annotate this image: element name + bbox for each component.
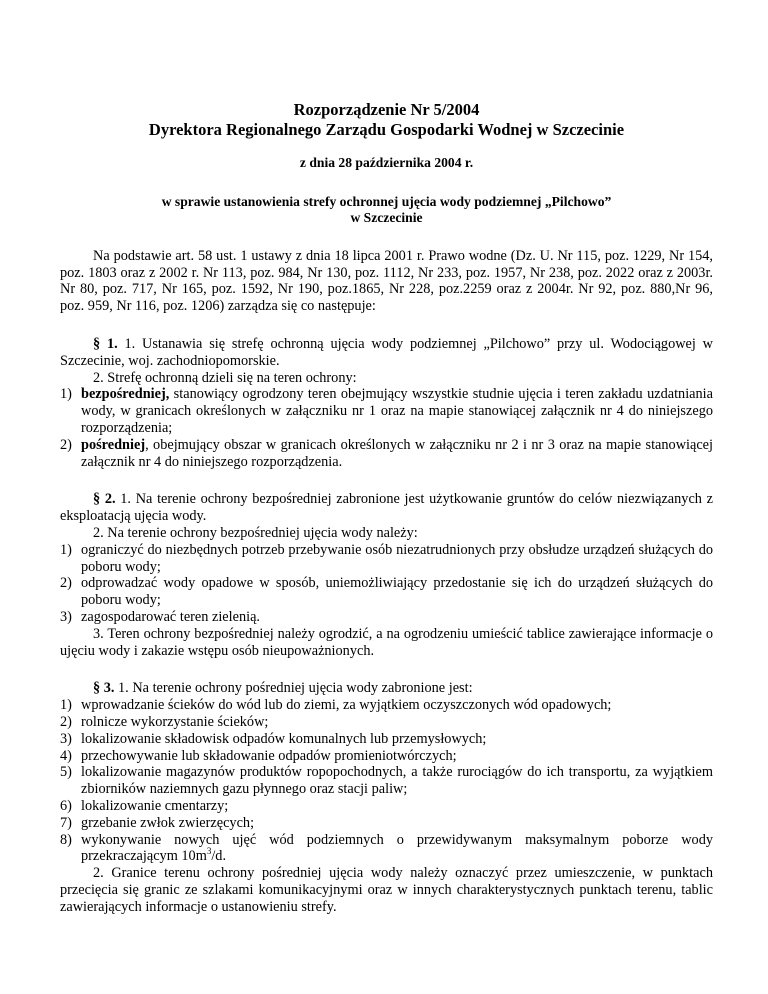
list-number: 1) [60, 386, 72, 403]
subject-line-2: w Szczecinie [350, 210, 423, 226]
list-number: 8) [60, 831, 72, 848]
section-3-para-2: 2. Granice terenu ochrony pośredniej ujęcia wody należy oznaczyć przez umieszczenie, w punktach przecięcia się granic ze szlakami komunikacyjnymi oraz w innych charakterystycznych punktach terenu, tablic zawierających informacje o ustanowieniu strefy. [60, 865, 713, 915]
list-item-text: ograniczyć do niezbędnych potrzeb przebywanie osób niezatrudnionych przy obsłudze urządzeń służących do poboru wody; [81, 541, 713, 575]
document-subject [60, 194, 713, 227]
list-number: 3) [60, 608, 72, 625]
list-number: 2) [60, 436, 72, 453]
list-item [60, 764, 713, 798]
section-3 [60, 680, 713, 915]
list-item-text: , obejmujący obszar w granicach określonych w załączniku nr 2 i nr 3 oraz na mapie stanowiącej załącznik nr 4 do niniejszego rozporządzenia. [81, 436, 713, 470]
list-item [60, 815, 713, 832]
list-item-text: rolnicze wykorzystanie ścieków; [81, 713, 269, 730]
section-1 [60, 336, 713, 470]
list-item-text: wprowadzanie ścieków do wód lub do ziemi, za wyjątkiem oczyszczonych wód opadowych; [81, 697, 612, 714]
section-3-mark: § 3. [93, 680, 115, 697]
document-body [60, 100, 713, 915]
list-item [60, 731, 713, 748]
list-item [60, 386, 713, 436]
list-item-text: odprowadzać wody opadowe w sposób, uniemożliwiający przedostanie się ich do urządzeń służących do poboru wody; [81, 575, 713, 609]
list-item-text: grzebanie zwłok zwierzęcych; [81, 814, 255, 831]
list-number: 4) [60, 747, 72, 764]
section-2-para-2: 2. Na terenie ochrony bezpośredniej ujęcia wody należy: [93, 524, 418, 541]
section-1-para-2: 2. Strefę ochronną dzieli się na teren ochrony: [93, 369, 357, 386]
superscript: 3 [206, 846, 212, 857]
list-number: 2) [60, 575, 72, 592]
list-item [60, 609, 713, 626]
list-item [60, 697, 713, 714]
section-2-para-1 [60, 491, 713, 525]
section-1-para-1-text: 1. Ustanawia się strefę ochronną ujęcia wody podziemnej „Pilchowo” przy ul. Wodociągowej w Szczecinie, woj. zachodniopomorskie. [60, 335, 713, 369]
list-number: 2) [60, 713, 72, 730]
list-item-text: stanowiący ogrodzony teren obejmujący wszystkie studnie ujęcia i teren zakładu uzdatniania wody, w granicach określonych w załączniku nr 1 oraz na mapie stanowiącej załącznik nr 4 do niniejszego rozporządzenia; [81, 386, 713, 436]
section-2 [60, 491, 713, 659]
document-date: z dnia 28 października 2004 r. [299, 155, 474, 170]
list-item-bold: pośredniej [81, 436, 146, 453]
list-number: 7) [60, 814, 72, 831]
section-2-para-3: 3. Teren ochrony bezpośredniej należy ogrodzić, a na ogrodzeniu umieścić tablice zawierające informacje o ujęciu wody i zakazie wstępu osób nieupoważnionych. [60, 625, 713, 659]
list-item-text: zagospodarować teren zielenią. [81, 608, 261, 625]
section-1-para-1 [60, 336, 713, 370]
list-item [60, 798, 713, 815]
section-2-mark: § 2. [93, 491, 116, 508]
list-item-text: lokalizowanie magazynów produktów ropopochodnych, a także rurociągów do ich transportu, za wyjątkiem zbiorników naziemnych gazu płynnego oraz stacji paliw; [81, 764, 713, 798]
list-item-text: wykonywanie nowych ujęć wód podziemnych o przewidywanym maksymalnym poborze wody przekraczającym 10m [81, 831, 713, 865]
document-title-line-1: Rozporządzenie Nr 5/2004 [293, 100, 480, 119]
list-item [60, 437, 713, 471]
section-2-para-1-text: 1. Na terenie ochrony bezpośredniej zabronione jest użytkowanie gruntów do celów niezwiązanych z eksploatacją ujęcia wody. [60, 491, 713, 525]
list-item [60, 832, 713, 866]
list-item [60, 748, 713, 765]
document-title-line-2: Dyrektora Regionalnego Zarządu Gospodarki Wodnej w Szczecinie [148, 119, 625, 139]
list-item [60, 714, 713, 731]
list-number: 1) [60, 697, 72, 714]
list-number: 6) [60, 797, 72, 814]
list-item-text: lokalizowanie cmentarzy; [81, 797, 229, 814]
section-1-mark: § 1. [93, 335, 118, 352]
list-number: 5) [60, 764, 72, 781]
list-item-tail: /d. [211, 848, 227, 865]
list-item [60, 542, 713, 576]
list-item-text: przechowywanie lub składowanie odpadów promieniotwórczych; [81, 747, 457, 764]
subject-line-1: w sprawie ustanowienia strefy ochronnej ujęcia wody podziemnej „Pilchowo” [161, 193, 612, 209]
section-3-para-1-text: 1. Na terenie ochrony pośredniej ujęcia wody zabronione jest: [114, 680, 473, 697]
list-item-bold: bezpośredniej, [81, 386, 170, 403]
section-3-para-1 [60, 680, 713, 697]
list-item [60, 575, 713, 609]
list-number: 3) [60, 730, 72, 747]
intro-paragraph: Na podstawie art. 58 ust. 1 ustawy z dnia 18 lipca 2001 r. Prawo wodne (Dz. U. Nr 115, poz. 1229, Nr 154, poz. 1803 oraz z 2002 r. Nr 113, poz. 984, Nr 130, poz. 1112, Nr 233, poz. 1957, Nr 238, poz. 2022 oraz z 2003r. Nr 80, poz. 717, Nr 165, poz. 1592, Nr 190, poz.1865, Nr 228, poz.2259 oraz z 2004r. Nr 92, poz. 880,Nr 96, poz. 959, Nr 116, poz. 1206) zarządza się co następuje: [60, 247, 713, 315]
list-item-text: lokalizowanie składowisk odpadów komunalnych lub przemysłowych; [81, 730, 487, 747]
list-number: 1) [60, 541, 72, 558]
